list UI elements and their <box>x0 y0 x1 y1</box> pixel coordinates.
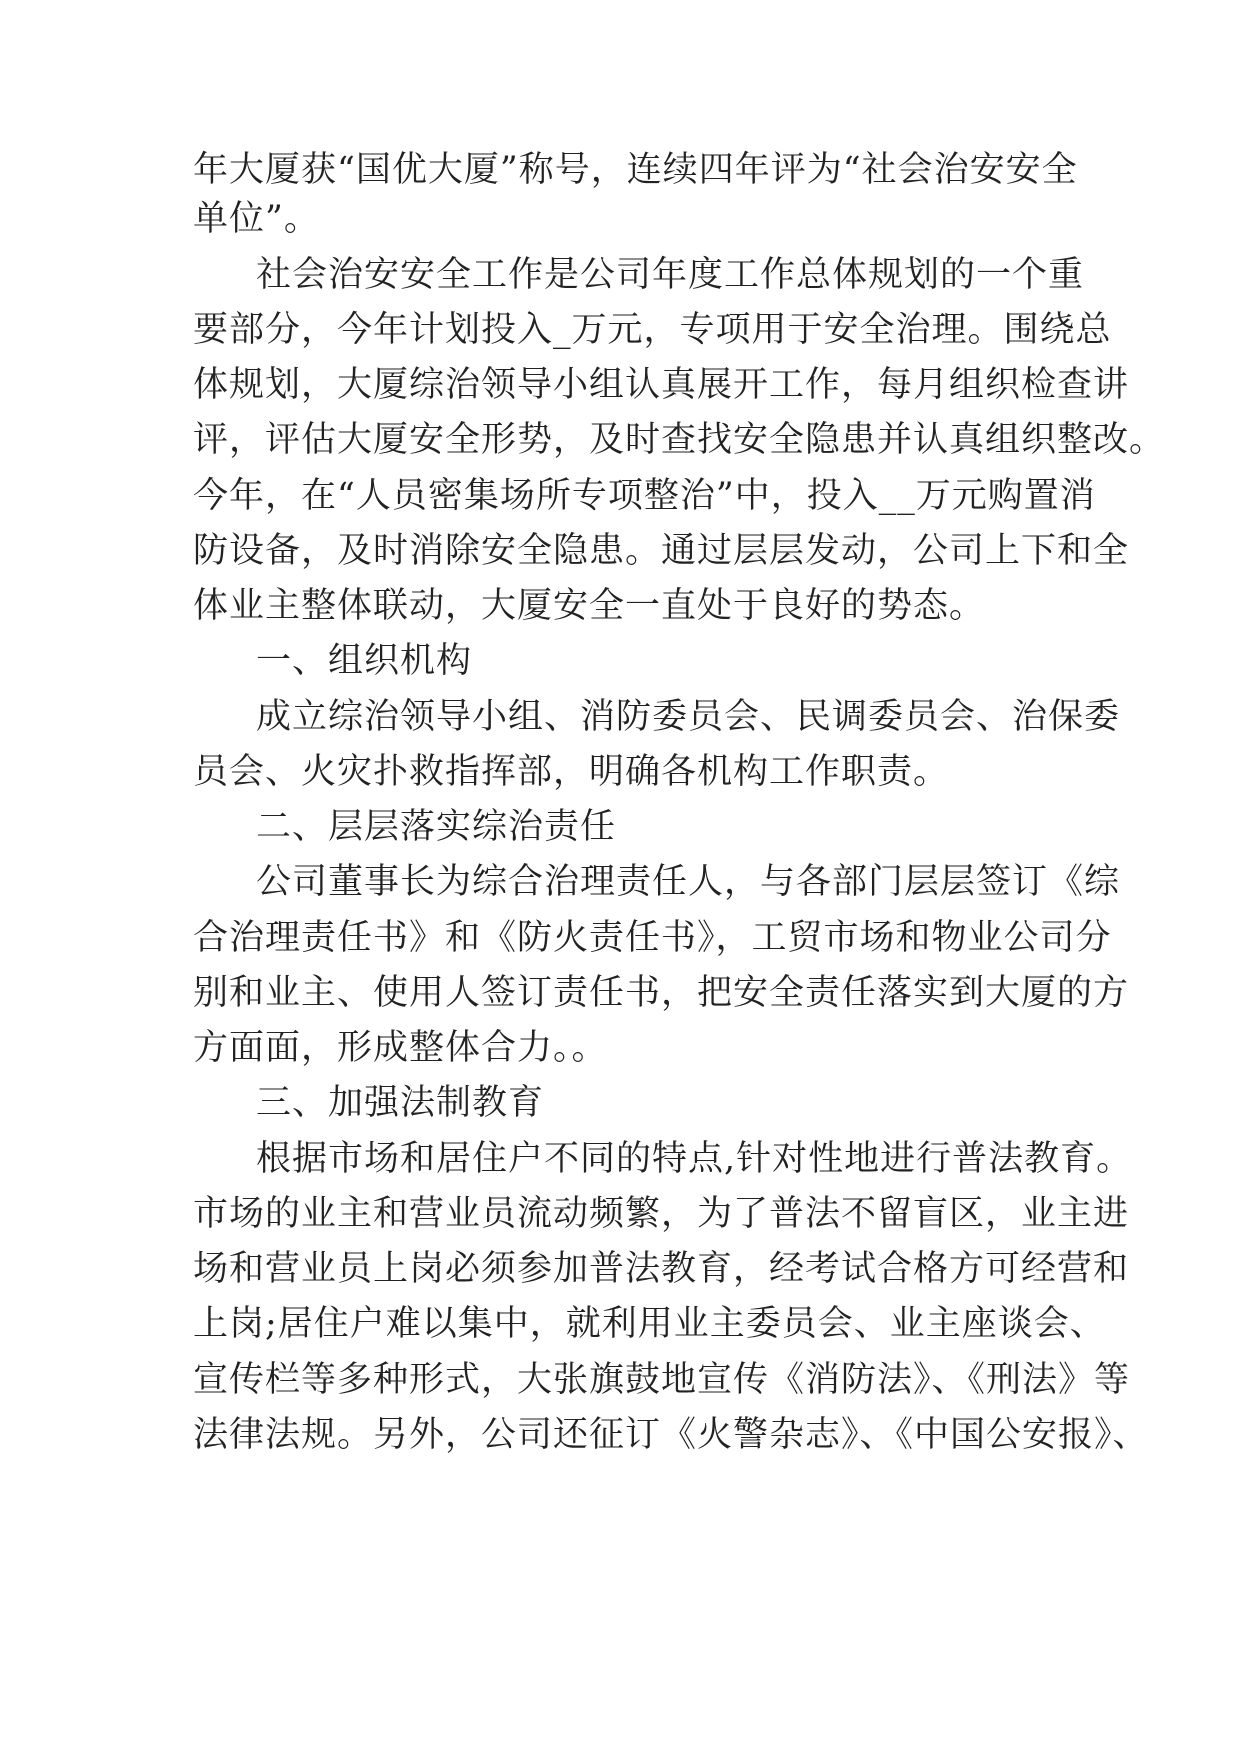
text-line-7: 今年，在“人员密集场所专项整治”中，投入__万元购置消 <box>193 476 1096 516</box>
text-line-11: 成立综治领导小组、消防委员会、民调委员会、治保委 <box>256 697 1121 737</box>
text-line-12: 员会、火灾扑救指挥部，明确各机构工作职责。 <box>193 752 950 792</box>
text-line-21: 场和营业员上岗必须参加普法教育，经考试合格方可经营和 <box>193 1249 1130 1289</box>
text-line-5: 体规划，大厦综治领导小组认真展开工作，每月组织检查讲 <box>193 365 1130 405</box>
text-line-1: 年大厦获“国优大厦”称号，连续四年评为“社会治安安全 <box>193 150 1078 190</box>
section-heading-1: 一、组织机构 <box>256 641 473 681</box>
text-line-4: 要部分，今年计划投入_万元，专项用于安全治理。围绕总 <box>193 310 1112 350</box>
text-line-6: 评，评估大厦安全形势，及时查找安全隐患并认真组织整改。 <box>193 420 1166 460</box>
text-line-15: 合治理责任书》和《防火责任书》，工贸市场和物业公司分 <box>193 918 1112 958</box>
text-line-20: 市场的业主和营业员流动频繁，为了普法不留盲区，业主进 <box>193 1194 1130 1234</box>
text-line-2: 单位”。 <box>193 199 320 239</box>
text-line-9: 体业主整体联动，大厦安全一直处于良好的势态。 <box>193 586 986 626</box>
section-heading-3: 三、加强法制教育 <box>256 1083 545 1123</box>
text-line-3: 社会治安安全工作是公司年度工作总体规划的一个重 <box>256 255 1085 295</box>
text-line-22: 上岗;居住户难以集中，就利用业主委员会、业主座谈会、 <box>193 1304 1106 1344</box>
section-heading-2: 二、层层落实综治责任 <box>256 807 617 847</box>
text-line-19: 根据市场和居住户不同的特点,针对性地进行普法教育。 <box>256 1139 1133 1179</box>
text-line-14: 公司董事长为综合治理责任人，与各部门层层签订《综 <box>256 862 1121 902</box>
text-line-17: 方面面，形成整体合力。。 <box>193 1028 608 1068</box>
text-line-16: 别和业主、使用人签订责任书，把安全责任落实到大厦的方 <box>193 973 1130 1013</box>
text-line-23: 宣传栏等多种形式，大张旗鼓地宣传《消防法》、《刑法》等 <box>193 1360 1131 1400</box>
text-line-24: 法律法规。另外，公司还征订《火警杂志》、《中国公安报》、 <box>193 1415 1149 1455</box>
text-line-8: 防设备，及时消除安全隐患。通过层层发动，公司上下和全 <box>193 531 1130 571</box>
